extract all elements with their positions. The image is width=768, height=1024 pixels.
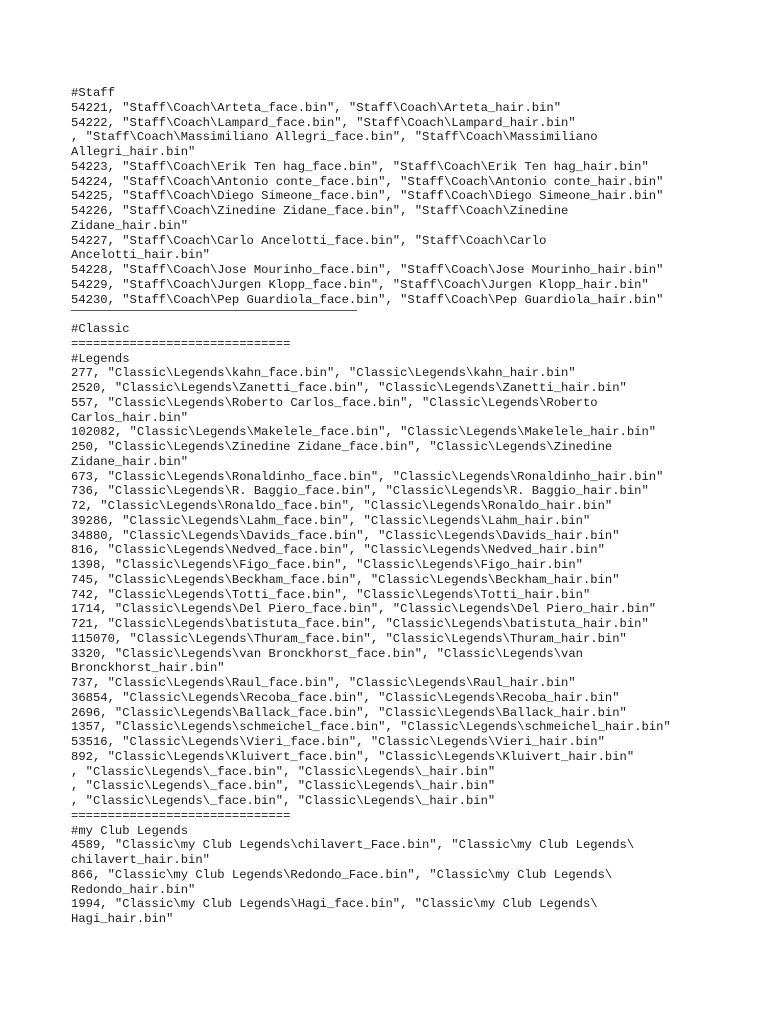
text-line: Ancelotti_hair.bin": [71, 248, 210, 263]
text-line: #Staff: [71, 86, 115, 100]
text-line: #Legends: [71, 351, 130, 366]
text-line: 2696, "Classic\Legends\Ballack_face.bin", "Classic\Legends\Ballack_hair.bin": [71, 705, 627, 720]
text-line: 745, "Classic\Legends\Beckham_face.bin", "Classic\Legends\Beckham_hair.bin": [71, 572, 620, 587]
text-line: 54226, "Staff\Coach\Zinedine Zidane_face.bin", "Staff\Coach\Zinedine: [71, 204, 569, 218]
text-line: ==============================: [71, 336, 291, 351]
text-line: 250, "Classic\Legends\Zinedine Zidane_face.bin", "Classic\Legends\Zinedine: [71, 440, 613, 454]
text-line: , "Classic\Legends\_face.bin", "Classic\Legends\_hair.bin": [71, 764, 496, 779]
text-line: 54225, "Staff\Coach\Diego Simeone_face.bin", "Staff\Coach\Diego Simeone_hair.bin": [71, 189, 664, 204]
text-line: , "Staff\Coach\Massimiliano Allegri_face.bin", "Staff\Coach\Massimiliano: [71, 130, 598, 145]
text-line: Allegri_hair.bin": [71, 145, 196, 159]
text-line: 34880, "Classic\Legends\Davids_face.bin", "Classic\Legends\Davids_hair.bin": [71, 528, 620, 543]
text-line: 4589, "Classic\my Club Legends\chilavert_Face.bin", "Classic\my Club Legends\: [71, 838, 635, 853]
text-line: 54222, "Staff\Coach\Lampard_face.bin", "Staff\Coach\Lampard_hair.bin": [71, 115, 576, 130]
text-line: 39286, "Classic\Legends\Lahm_face.bin", "Classic\Legends\Lahm_hair.bin": [71, 513, 591, 528]
text-line: 673, "Classic\Legends\Ronaldinho_face.bin", "Classic\Legends\Ronaldinho_hair.bin": [71, 469, 664, 484]
text-line: 54223, "Staff\Coach\Erik Ten hag_face.bin", "Staff\Coach\Erik Ten hag_hair.bin": [71, 159, 649, 174]
text-line: #my Club Legends: [71, 823, 189, 838]
text-line: #Classic: [71, 322, 130, 336]
document-text: [71, 86, 751, 927]
text-line: 721, "Classic\Legends\batistuta_face.bin", "Classic\Legends\batistuta_hair.bin": [71, 617, 649, 631]
text-line: Zidane_hair.bin": [71, 218, 189, 233]
text-line: 816, "Classic\Legends\Nedved_face.bin", "Classic\Legends\Nedved_hair.bin": [71, 543, 605, 558]
text-line: 53516, "Classic\Legends\Vieri_face.bin", "Classic\Legends\Vieri_hair.bin": [71, 735, 605, 749]
text-line: 36854, "Classic\Legends\Recoba_face.bin", "Classic\Legends\Recoba_hair.bin": [71, 690, 620, 705]
text-line: chilavert_hair.bin": [71, 853, 210, 867]
text-line: Hagi_hair.bin": [71, 912, 174, 926]
text-line: 3320, "Classic\Legends\van Bronckhorst_face.bin", "Classic\Legends\van: [71, 646, 583, 661]
text-line: , "Classic\Legends\_face.bin", "Classic\Legends\_hair.bin": [71, 794, 496, 808]
text-line: 557, "Classic\Legends\Roberto Carlos_face.bin", "Classic\Legends\Roberto: [71, 395, 598, 410]
text-line: Carlos_hair.bin": [71, 410, 189, 425]
text-line: 866, "Classic\my Club Legends\Redondo_Face.bin", "Classic\my Club Legends\: [71, 867, 613, 882]
text-line: 102082, "Classic\Legends\Makelele_face.bin", "Classic\Legends\Makelele_hair.bin": [71, 425, 657, 440]
text-line: 736, "Classic\Legends\R. Baggio_face.bin", "Classic\Legends\R. Baggio_hair.bin": [71, 484, 649, 499]
horizontal-rule: [71, 307, 751, 322]
text-line: 2520, "Classic\Legends\Zanetti_face.bin", "Classic\Legends\Zanetti_hair.bin": [71, 381, 627, 395]
text-line: 1398, "Classic\Legends\Figo_face.bin", "Classic\Legends\Figo_hair.bin": [71, 558, 583, 572]
text-line: 115070, "Classic\Legends\Thuram_face.bin", "Classic\Legends\Thuram_hair.bin": [71, 631, 627, 646]
text-line: 737, "Classic\Legends\Raul_face.bin", "Classic\Legends\Raul_hair.bin": [71, 676, 576, 690]
text-line: 1714, "Classic\Legends\Del Piero_face.bin", "Classic\Legends\Del Piero_hair.bin": [71, 602, 657, 617]
text-line: 1994, "Classic\my Club Legends\Hagi_face.bin", "Classic\my Club Legends\: [71, 897, 598, 912]
text-line: 54229, "Staff\Coach\Jurgen Klopp_face.bin", "Staff\Coach\Jurgen Klopp_hair.bin": [71, 277, 649, 292]
text-line: 277, "Classic\Legends\kahn_face.bin", "Classic\Legends\kahn_hair.bin": [71, 366, 576, 381]
text-line: ==============================: [71, 808, 291, 823]
text-line: 892, "Classic\Legends\Kluivert_face.bin", "Classic\Legends\Kluivert_hair.bin": [71, 749, 635, 764]
text-line: 54230, "Staff\Coach\Pep Guardiola_face.bin", "Staff\Coach\Pep Guardiola_hair.bin": [71, 292, 664, 307]
text-line: Zidane_hair.bin": [71, 454, 189, 469]
text-line: 742, "Classic\Legends\Totti_face.bin", "Classic\Legends\Totti_hair.bin": [71, 587, 591, 602]
text-line: 54224, "Staff\Coach\Antonio conte_face.bin", "Staff\Coach\Antonio conte_hair.bin": [71, 174, 664, 189]
text-line: 1357, "Classic\Legends\schmeichel_face.bin", "Classic\Legends\schmeichel_hair.bin": [71, 720, 671, 735]
text-line: 54228, "Staff\Coach\Jose Mourinho_face.bin", "Staff\Coach\Jose Mourinho_hair.bin": [71, 263, 664, 277]
text-line: Bronckhorst_hair.bin": [71, 661, 225, 676]
text-line: 72, "Classic\Legends\Ronaldo_face.bin", "Classic\Legends\Ronaldo_hair.bin": [71, 499, 613, 513]
text-line: Redondo_hair.bin": [71, 882, 196, 897]
text-line: , "Classic\Legends\_face.bin", "Classic\Legends\_hair.bin": [71, 779, 496, 794]
text-line: 54221, "Staff\Coach\Arteta_face.bin", "Staff\Coach\Arteta_hair.bin": [71, 100, 562, 115]
text-line: 54227, "Staff\Coach\Carlo Ancelotti_face.bin", "Staff\Coach\Carlo: [71, 233, 547, 248]
